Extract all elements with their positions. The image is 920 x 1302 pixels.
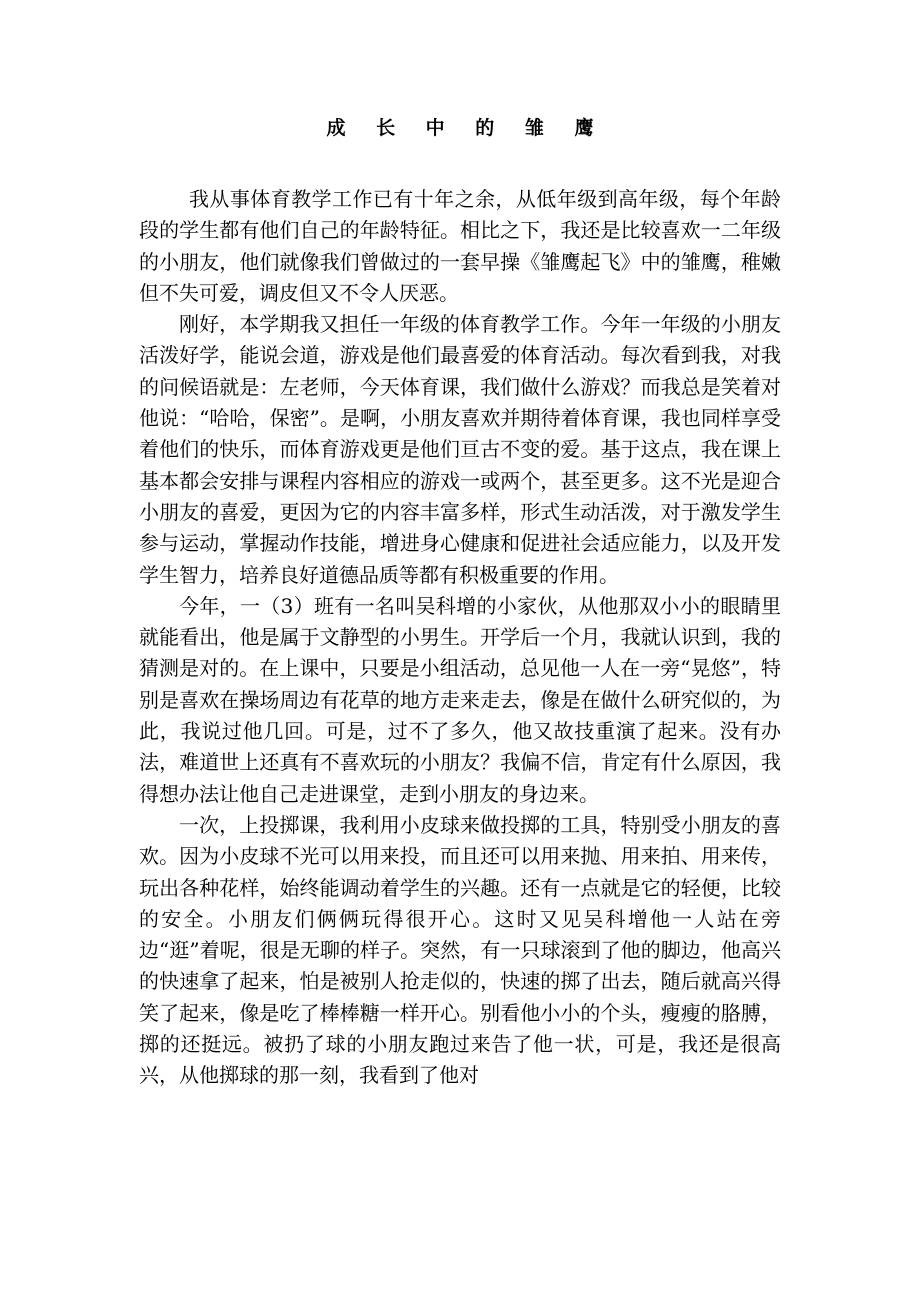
paragraph-1: 我从事体育教学工作已有十年之余，从低年级到高年级，每个年龄段的学生都有他们自己的年龄特征。相比之下，我还是比较喜欢一二年级的小朋友，他们就像我们曾做过的一套早操《雏鹰起飞》中的雏鹰，稚嫩但不失可爱，调皮但又不令人厌恶。 [139,187,781,305]
paragraph-4: 一次，上投掷课，我利用小皮球来做投掷的工具，特别受小朋友的喜欢。因为小皮球不光可以用来投，而且还可以用来抛、用来拍、用来传，玩出各种花样，始终能调动着学生的兴趣。还有一点就是它的轻便，比较的安全。小朋友们俩俩玩得很开心。这时又见吴科增他一人站在旁边“逛”着呢，很是无聊的样子。突然，有一只球滚到了他的脚边，他高兴的快速拿了起来，怕是被别人抢走似的，快速的掷了出去，随后就高兴得笑了起来，像是吃了棒棒糖一样开心。别看他小小的个头，瘦瘦的胳膊，掷的还挺远。被扔了球的小朋友跑过来告了他一状，可是，我还是很高兴，从他掷球的那一刻，我看到了他对 [139,812,781,1088]
document-page [139,108,781,1092]
paragraph-2: 刚好，本学期我又担任一年级的体育教学工作。今年一年级的小朋友活泼好学，能说会道，游戏是他们最喜爱的体育活动。每次看到我，对我的问候语就是：左老师，今天体育课，我们做什么游戏？而我总是笑着对他说：“哈哈，保密”。是啊，小朋友喜欢并期待着体育课，我也同样享受着他们的快乐，而体育游戏更是他们亘古不变的爱。基于这点，我在课上基本都会安排与课程内容相应的游戏一或两个，甚至更多。这不光是迎合小朋友的喜爱，更因为它的内容丰富多样，形式生动活泼，对于激发学生参与运动，掌握动作技能，增进身心健康和促进社会适应能力，以及开发学生智力，培养良好道德品质等都有积极重要的作用。 [139,312,781,587]
document-body [139,184,781,1092]
paragraph-3: 今年，一（3）班有一名叫吴科增的小家伙，从他那双小小的眼睛里就能看出，他是属于文静型的小男生。开学后一个月，我就认识到，我的猜测是对的。在上课中，只要是小组活动，总见他一人在一旁“晃悠”，特别是喜欢在操场周边有花草的地方走来走去，像是在做什么研究似的，为此，我说过他几回。可是，过不了多久，他又故技重演了起来。没有办法，难道世上还真有不喜欢玩的小朋友？我偏不信，肯定有什么原因，我得想办法让他自己走进课堂，走到小朋友的身边来。 [139,593,781,806]
document-title: 成 长 中 的 雏 鹰 [326,117,606,139]
